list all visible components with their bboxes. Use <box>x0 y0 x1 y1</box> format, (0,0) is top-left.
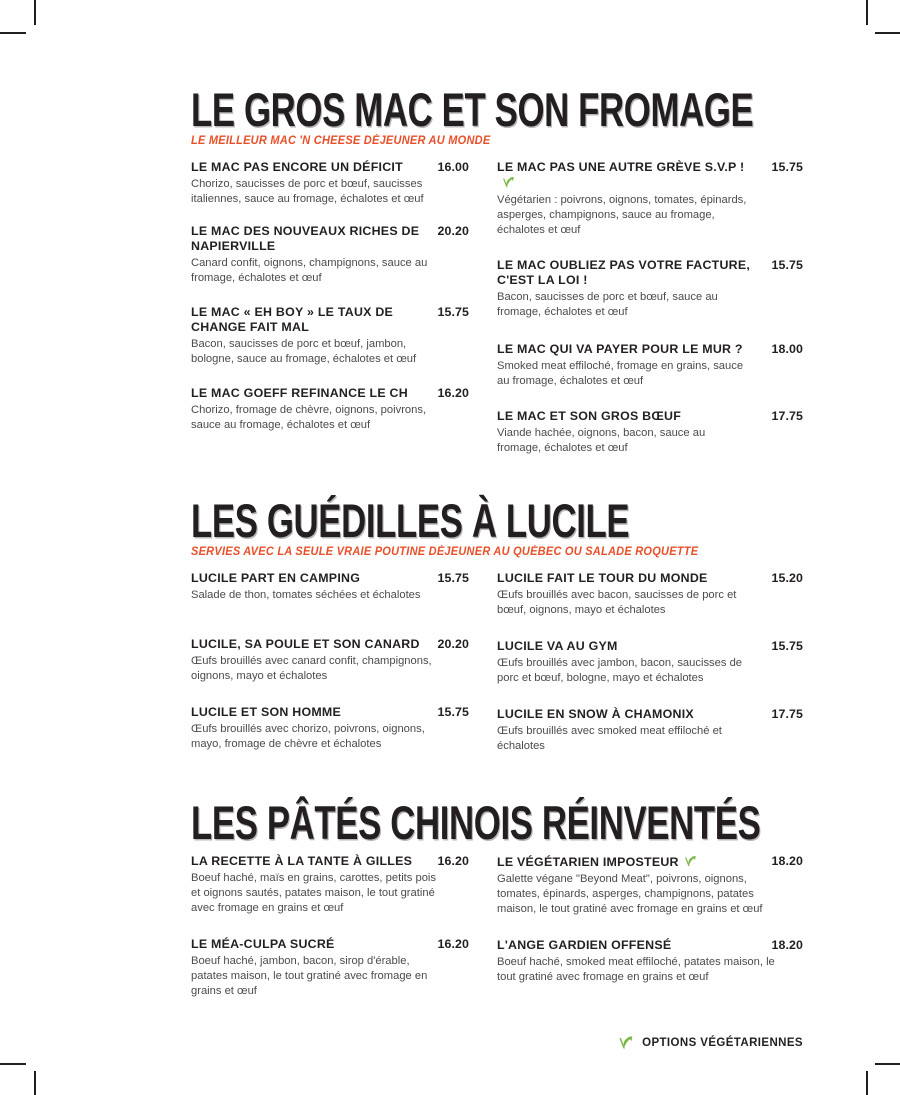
menu-item-name: LE MAC QUI VA PAYER POUR LE MUR ? <box>497 342 743 357</box>
column-left <box>191 854 497 1016</box>
crop-mark-top-right-vertical <box>866 0 868 25</box>
vegetarian-leaf-icon <box>683 854 698 869</box>
menu-item[interactable] <box>191 937 469 999</box>
menu-item-name: LE MAC DES NOUVEAUX RICHES DE NAPIERVILLE <box>191 224 420 254</box>
menu-item-name-text: LE VÉGÉTARIEN IMPOSTEUR <box>497 855 679 870</box>
menu-item[interactable] <box>191 224 469 286</box>
menu-item-price: 16.20 <box>437 854 469 869</box>
menu-item-description: Boeuf haché, jambon, bacon, sirop d'érable, patates maison, le tout gratiné avec fromage en grains et œuf <box>191 955 428 997</box>
menu-item-header <box>497 409 803 424</box>
menu-item-name: LUCILE, SA POULE ET SON CANARD <box>191 637 420 652</box>
menu-item-header <box>191 571 469 586</box>
menu-item-name: LE MAC OUBLIEZ PAS VOTRE FACTURE, C'EST LA LOI ! <box>497 258 751 288</box>
menu-item-price: 15.75 <box>437 705 469 720</box>
vegetarian-legend-label: OPTIONS VÉGÉTARIENNES <box>642 1036 803 1049</box>
column-right <box>497 160 803 473</box>
menu-item-price: 15.75 <box>437 305 469 320</box>
menu-item[interactable] <box>497 854 803 917</box>
menu-item[interactable] <box>191 854 469 916</box>
menu-item-name <box>497 854 755 870</box>
menu-item-name: LE MÉA-CULPA SUCRÉ <box>191 936 335 951</box>
section-subtitle: LE MEILLEUR MAC 'N CHEESE DÉJEUNER AU MONDE <box>191 134 491 148</box>
menu-item[interactable] <box>191 705 469 752</box>
menu-item-price: 18.20 <box>771 937 803 952</box>
menu-item-name: LE MAC PAS ENCORE UN DÉFICIT <box>191 160 403 175</box>
menu-item-description: Galette végane "Beyond Meat", poivrons, oignons, tomates, épinards, asperges, champignons, patates maison, le tout gratiné avec fromage en grains et œuf <box>497 873 763 916</box>
menu-item-header <box>191 305 469 335</box>
menu-item-price: 15.75 <box>771 258 803 273</box>
section-title: LES GUÉDILLES À LUCILE <box>191 494 630 547</box>
menu-item-header <box>497 571 803 586</box>
menu-item-header <box>497 639 803 654</box>
crop-mark-top-right-horizontal <box>875 32 900 34</box>
vegetarian-leaf-icon <box>501 175 516 190</box>
crop-mark-bottom-left-horizontal <box>0 1063 26 1065</box>
menu-item-header <box>497 707 803 722</box>
menu-item[interactable] <box>191 386 469 433</box>
menu-item-name: LE MAC ET SON GROS BŒUF <box>497 409 682 424</box>
crop-mark-bottom-right-vertical <box>866 1071 868 1095</box>
menu-item-header <box>497 258 803 288</box>
menu-item[interactable] <box>191 160 469 207</box>
menu-item-header <box>191 386 469 401</box>
menu-item-description: Chorizo, saucisses de porc et bœuf, saucisses italiennes, sauce au fromage, échalotes et œuf <box>191 178 424 206</box>
section-title: LE GROS MAC ET SON FROMAGE <box>191 83 754 136</box>
crop-mark-bottom-left-vertical <box>34 1071 36 1095</box>
menu-item[interactable] <box>497 258 803 320</box>
menu-item-name: LUCILE ET SON HOMME <box>191 705 341 720</box>
menu-item-price: 16.20 <box>437 936 469 951</box>
menu-item-price: 17.75 <box>771 707 803 722</box>
menu-item-description: Canard confit, oignons, champignons, sauce au fromage, échalotes et œuf <box>191 257 428 285</box>
column-right <box>497 571 803 771</box>
section-columns <box>191 160 803 473</box>
menu-item-header <box>191 854 469 869</box>
menu-item-name: LE MAC GOEFF REFINANCE LE CH <box>191 386 408 401</box>
section-title: LES PÂTÉS CHINOIS RÉINVENTÉS <box>191 795 761 849</box>
menu-item-description: Boeuf haché, smoked meat effiloché, patates maison, le tout gratiné avec fromage en grains et œuf <box>497 956 775 983</box>
menu-item-header <box>191 160 469 175</box>
menu-item-header <box>191 637 469 652</box>
column-left <box>191 160 497 473</box>
menu-item-header <box>191 224 469 254</box>
menu-item[interactable] <box>191 637 469 684</box>
menu-item-name <box>497 160 755 191</box>
menu-item[interactable] <box>497 571 803 618</box>
column-left <box>191 571 497 771</box>
menu-item-name: LUCILE VA AU GYM <box>497 639 618 654</box>
crop-mark-top-left-vertical <box>34 0 36 25</box>
menu-item-description: Végétarien : poivrons, oignons, tomates, épinards, asperges, champignons, sauce au fromage, échalotes et œuf <box>497 194 747 237</box>
menu-item-price: 15.75 <box>771 160 803 175</box>
menu-item[interactable] <box>191 571 469 603</box>
menu-item-name: LUCILE EN SNOW À CHAMONIX <box>497 707 694 722</box>
menu-item-description: Smoked meat effiloché, fromage en grains, sauce au fromage, échalotes et œuf <box>497 360 744 388</box>
vegetarian-legend <box>191 1034 803 1052</box>
menu-item[interactable] <box>497 342 803 389</box>
menu-item-description: Chorizo, fromage de chèvre, oignons, poivrons, sauce au fromage, échalotes et œuf <box>191 404 427 432</box>
menu-item-name: LA RECETTE À LA TANTE À GILLES <box>191 854 413 869</box>
menu-section-pates-chinois <box>191 795 803 1016</box>
menu-item-header <box>497 854 803 870</box>
menu-item-price: 18.00 <box>771 342 803 357</box>
vegetarian-leaf-icon <box>617 1034 635 1052</box>
menu-item-name: L'ANGE GARDIEN OFFENSÉ <box>497 937 672 952</box>
menu-item-name-text: LE MAC PAS UNE AUTRE GRÈVE S.V.P ! <box>497 160 745 175</box>
menu-item-name: LUCILE FAIT LE TOUR DU MONDE <box>497 571 708 586</box>
menu-item-price: 16.20 <box>437 386 469 401</box>
menu-page <box>191 83 803 1052</box>
menu-item[interactable] <box>191 305 469 367</box>
menu-item-price: 18.20 <box>771 854 803 869</box>
menu-item-name: LUCILE PART EN CAMPING <box>191 571 361 586</box>
menu-item-price: 15.75 <box>437 571 469 586</box>
menu-item-description: Œufs brouillés avec smoked meat effiloché et échalotes <box>497 725 722 753</box>
menu-item-price: 15.75 <box>771 639 803 654</box>
crop-mark-bottom-right-horizontal <box>875 1063 900 1065</box>
menu-item-description: Œufs brouillés avec jambon, bacon, saucisses de porc et bœuf, bologne, mayo et échalotes <box>497 657 743 685</box>
menu-item-price: 16.00 <box>437 160 469 175</box>
menu-item[interactable] <box>497 639 803 686</box>
menu-item[interactable] <box>497 707 803 754</box>
menu-item-price: 15.20 <box>771 571 803 586</box>
menu-item-description: Bacon, saucisses de porc et bœuf, jambon, bologne, sauce au fromage, échalotes et œuf <box>191 338 417 366</box>
menu-item[interactable] <box>497 938 803 985</box>
menu-item-header <box>191 705 469 720</box>
menu-item-header <box>497 938 803 953</box>
menu-item-description: Boeuf haché, maïs en grains, carottes, petits pois et oignons sautés, patates maison, le tout gratiné avec fromage en grains et œuf <box>191 872 437 915</box>
menu-item-header <box>497 342 803 357</box>
menu-item-description: Viande hachée, oignons, bacon, sauce au fromage, échalotes et œuf <box>497 427 706 455</box>
menu-section-mac-fromage <box>191 83 803 473</box>
section-columns <box>191 854 803 1016</box>
menu-item[interactable] <box>497 160 803 238</box>
menu-item-price: 20.20 <box>437 637 469 652</box>
menu-item-description: Salade de thon, tomates séchées et échalotes <box>191 589 421 602</box>
menu-section-guedilles <box>191 494 803 771</box>
menu-item[interactable] <box>497 409 803 456</box>
column-right <box>497 854 803 1016</box>
menu-item-header <box>191 937 469 952</box>
menu-item-description: Œufs brouillés avec chorizo, poivrons, oignons, mayo, fromage de chèvre et échalotes <box>191 723 425 751</box>
section-subtitle: SERVIES AVEC LA SEULE VRAIE POUTINE DÉJEUNER AU QUÉBEC OU SALADE ROQUETTE <box>191 545 699 559</box>
section-columns <box>191 571 803 771</box>
menu-item-price: 17.75 <box>771 409 803 424</box>
menu-item-description: Œufs brouillés avec canard confit, champignons, oignons, mayo et échalotes <box>191 655 432 683</box>
menu-item-price: 20.20 <box>437 224 469 239</box>
menu-item-header <box>497 160 803 191</box>
crop-mark-top-left-horizontal <box>0 32 26 34</box>
menu-item-description: Œufs brouillés avec bacon, saucisses de porc et bœuf, oignons, mayo et échalotes <box>497 589 737 617</box>
menu-item-name: LE MAC « EH BOY » LE TAUX DE CHANGE FAIT MAL <box>191 305 394 335</box>
menu-item-description: Bacon, saucisses de porc et bœuf, sauce au fromage, échalotes et œuf <box>497 291 718 319</box>
